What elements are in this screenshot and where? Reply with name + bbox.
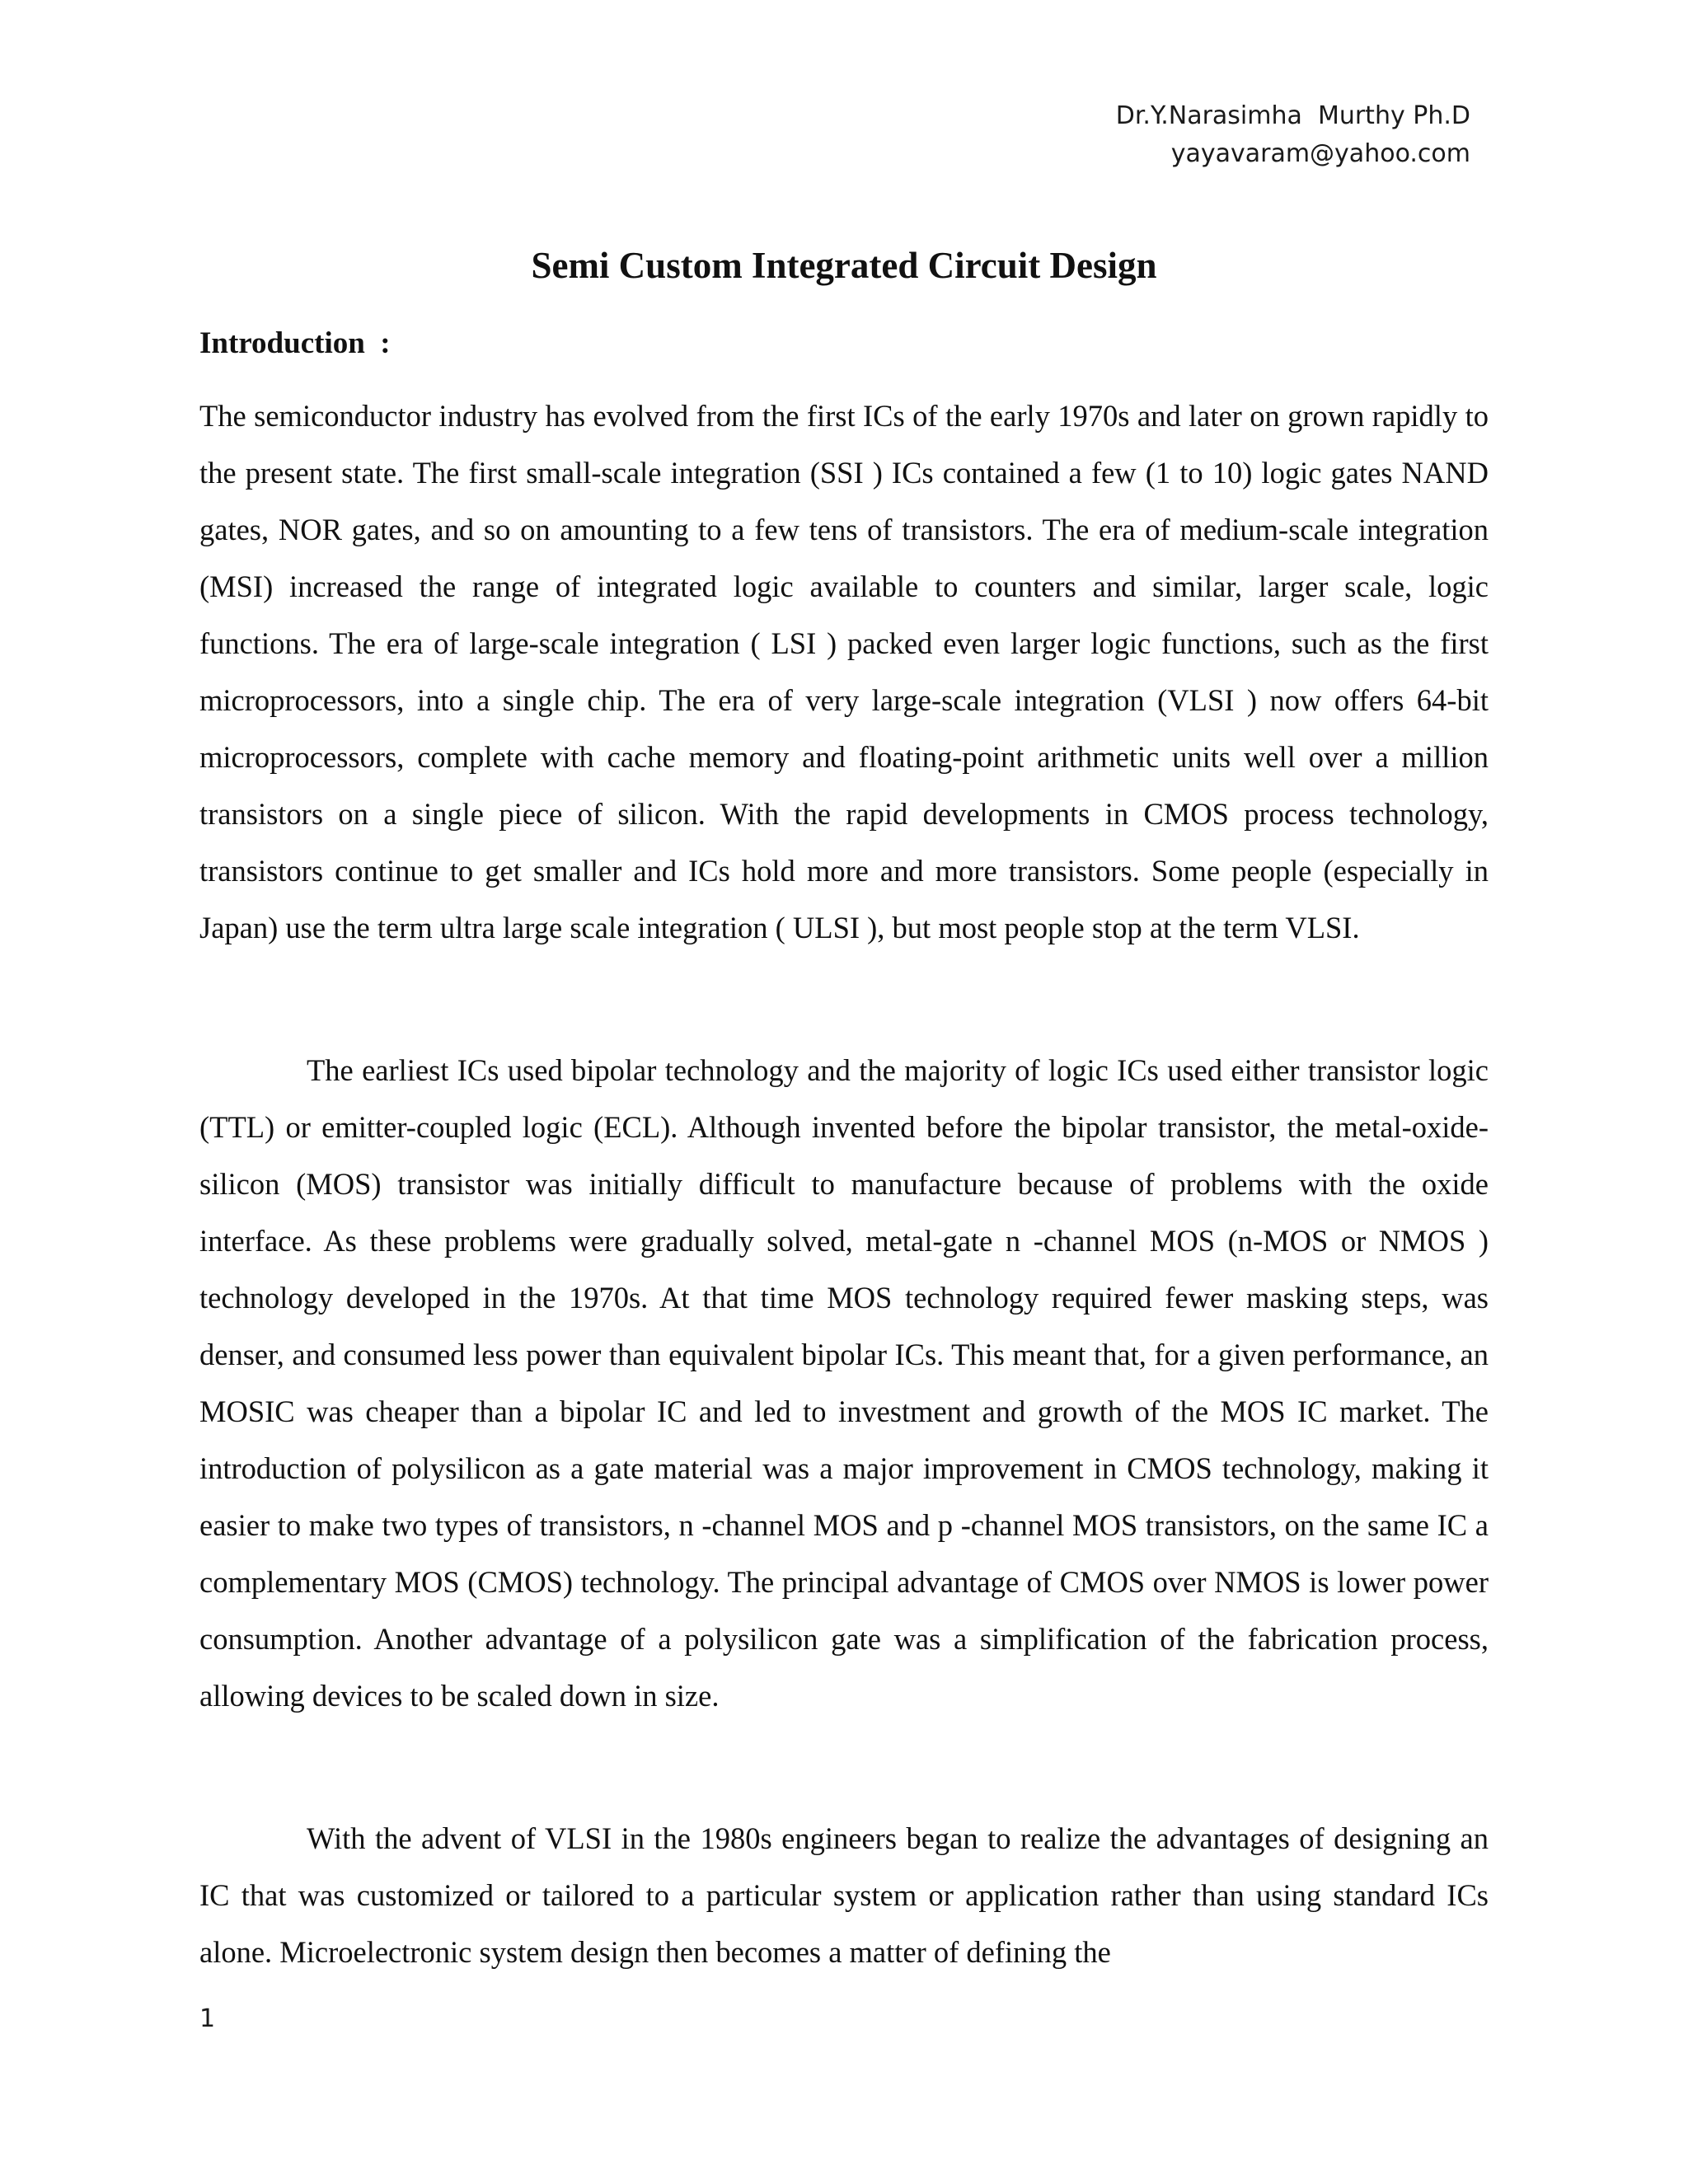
author-name: Dr.Y.Narasimha Murthy Ph.D — [1115, 101, 1470, 130]
paragraph-2: The earliest ICs used bipolar technology and the majority of logic ICs used either transistor logic (TTL) or emitter-coupled logic (ECL). Although invented before the bipolar transistor, the metal-oxide-silicon (MOS) transistor was initially difficult to manufacture because of problems with the oxide interface. As these problems were gradually solved, metal-gate n -channel MOS (n-MOS or NMOS ) technology developed in the 1970s. At that time MOS technology required fewer masking steps, was denser, and consumed less power than equivalent bipolar ICs. This meant that, for a given performance, an MOSIC was cheaper than a bipolar IC and led to investment and growth of the MOS IC market. The introduction of polysilicon as a gate material was a major improvement in CMOS technology, making it easier to make two types of transistors, n -channel MOS and p -channel MOS transistors, on the same IC a complementary MOS (CMOS) technology. The principal advantage of CMOS over NMOS is lower power consumption. Another advantage of a polysilicon gate was a simplification of the fabrication process, allowing devices to be scaled down in size. — [199, 1053, 1489, 1713]
author-email: yayavaram@yahoo.com — [1170, 139, 1470, 168]
section-heading-introduction: Introduction : — [199, 326, 391, 360]
paragraph-1: The semiconductor industry has evolved from the first ICs of the early 1970s and later on grown rapidly to the present state. The first small-scale integration (SSI ) ICs contained a few (1 to 10) logic gates NAND gates, NOR gates, and so on amounting to a few tens of transistors. The era of medium-scale integration (MSI) increased the range of integrated logic available to counters and similar, larger scale, logic functions. The era of large-scale integration ( LSI ) packed even larger logic functions, such as the first microprocessors, into a single chip. The era of very large-scale integration (VLSI ) now offers 64-bit microprocessors, complete with cache memory and floating-point arithmetic units well over a million transistors on a single piece of silicon. With the rapid developments in CMOS process technology, transistors continue to get smaller and ICs hold more and more transistors. Some people (especially in Japan) use the term ultra large scale integration ( ULSI ), but most people stop at the term VLSI. — [199, 399, 1489, 944]
document-title: Semi Custom Integrated Circuit Design — [531, 245, 1157, 286]
page-number: 1 — [199, 2004, 216, 2033]
paragraph-3: With the advent of VLSI in the 1980s engineers began to realize the advantages of designing an IC that was customized or tailored to a particular system or application rather than using standard ICs alone. Microelectronic system design then becomes a matter of defining the — [199, 1821, 1489, 1969]
author-header — [1116, 97, 1470, 173]
